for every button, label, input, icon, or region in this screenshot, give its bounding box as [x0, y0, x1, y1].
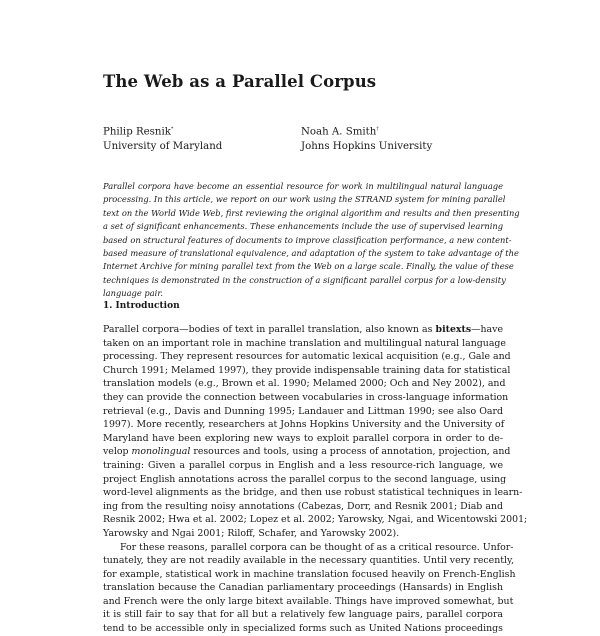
term-italic: monolingual [131, 446, 191, 458]
paragraph-1-line: Resnik 2002; Hwa et al. 2002; Lopez et al. 2002; Yarowsky, Ngai, and Wicentowski 2001; [103, 514, 528, 526]
author-affiliation: University of Maryland [103, 141, 223, 153]
paragraph-2-line: tunately, they are not readily available in the necessary quantities. Until very recently, [103, 555, 515, 567]
paragraph-1-line: 1997). More recently, researchers at Johns Hopkins University and the University of [103, 419, 505, 431]
paragraph-1-line: Yarowsky and Ngai 2001; Riloff, Schafer, and Yarowsky 2002). [103, 527, 400, 539]
paragraph-2-line: For these reasons, parallel corpora can be thought of as a critical resource. Unfor- [120, 541, 514, 553]
abstract-line: language pair. [103, 288, 164, 299]
paragraph-1-line: ing from the resulting noisy annotations (Cabezas, Dorr, and Resnik 2001; Diab and [103, 500, 503, 512]
author-footnote-mark: * [170, 126, 174, 132]
text-run: Parallel corpora—bodies of text in parallel translation, also known as [103, 324, 436, 335]
text-run: resources and tools, using a process of annotation, projection, and [190, 446, 511, 458]
author-name: Philip Resnik [103, 126, 171, 138]
term-bold: bitexts [435, 324, 472, 335]
paragraph-1-line: retrieval (e.g., Davis and Dunning 1995; Landauer and Littman 1990; see also Oard [103, 405, 503, 417]
author-block-2 [301, 122, 432, 154]
author-name: Noah A. Smith [301, 126, 377, 138]
text-run: velop [103, 446, 132, 458]
paragraph-2-line: it is still fair to say that for all but a relatively few language pairs, parallel corpora [103, 609, 503, 621]
paragraph-1-line: Maryland have been exploring new ways to exploit parallel corpora in order to de- [103, 432, 503, 444]
abstract [103, 180, 520, 301]
paragraph-1-line: processing. They represent resources for automatic lexical acquisition (e.g., Gale and [103, 351, 511, 363]
author-affiliation: Johns Hopkins University [301, 141, 433, 153]
paragraph-2-line: and French were the only large bitext available. Things have improved somewhat, but [103, 595, 514, 607]
paragraph-2-line: for example, statistical work in machine translation focused heavily on French-English [103, 568, 516, 580]
abstract-line: based measure of translational equivalence, and adaptation of the system to take advantage of the [103, 248, 519, 259]
paragraph-1-line [103, 445, 511, 459]
author-block-1 [103, 122, 222, 154]
paragraph-1-line [103, 323, 503, 337]
abstract-line: based on structural features of documents to improve classification performance, a new content- [103, 234, 512, 245]
abstract-line: text on the World Wide Web, first reviewing the original algorithm and results and then presenting [103, 207, 520, 218]
paragraph-1-line: taken on an important role in machine translation and multilingual natural language [103, 337, 506, 349]
paragraph-1-line: Church 1991; Melamed 1997), they provide indispensable training data for statistical [103, 364, 511, 376]
body-text [103, 323, 528, 636]
abstract-line: Internet Archive for mining parallel text from the Web on a large scale. Finally, the value of these [103, 261, 514, 272]
paragraph-2-line: tend to be accessible only in specialized forms such as United Nations proceedings [103, 623, 503, 635]
paper-title: The Web as a Parallel Corpus [103, 72, 377, 91]
abstract-line: techniques is demonstrated in the construction of a significant parallel corpus for a low-density [103, 274, 506, 285]
abstract-line: Parallel corpora have become an essential resource for work in multilingual natural language [103, 181, 503, 191]
paragraph-1-line: training: Given a parallel corpus in English and a less resource-rich language, we [103, 459, 503, 471]
paragraph-1-line: project English annotations across the parallel corpus to the second language, using [103, 473, 507, 485]
text-run: —have [471, 324, 503, 335]
paragraph-1-line: word-level alignments as the bridge, and then use robust statistical techniques in learn- [103, 487, 523, 499]
abstract-line: processing. In this article, we report on our work using the STRAND system for mining parallel [103, 194, 506, 205]
paragraph-1-line: they can provide the connection between vocabularies in cross-language information [103, 391, 509, 403]
abstract-line: a set of significant enhancements. These enhancements include the use of supervised learning [103, 221, 503, 232]
section-heading: 1. Introduction [103, 301, 180, 311]
paragraph-1-line: translation models (e.g., Brown et al. 1990; Melamed 2000; Och and Ney 2002), and [103, 378, 506, 390]
paragraph-2-line: translation because the Canadian parliamentary proceedings (Hansards) in English [103, 582, 503, 594]
author-footnote-mark: † [376, 126, 379, 132]
